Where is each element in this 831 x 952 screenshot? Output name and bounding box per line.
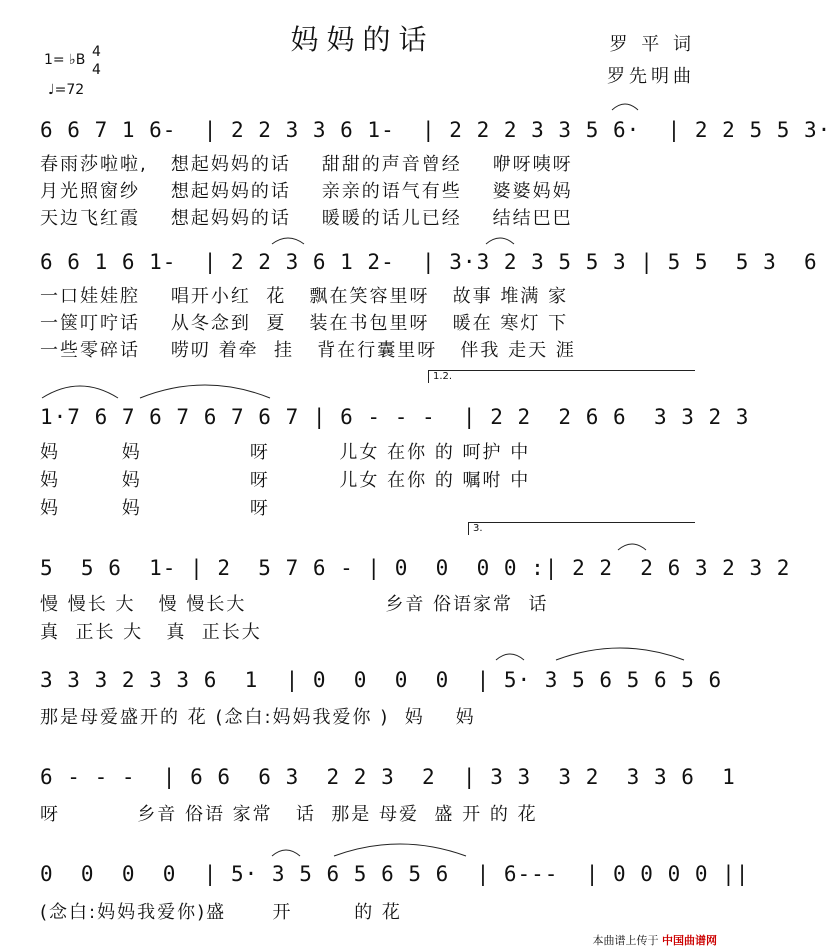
- notation-row-4: 5 5 6 1- | 2 5 7 6 - | 0 0 0 0 :| 2 2 2 6 3 2 3 2: [40, 556, 791, 580]
- lyric-row-2-verse-1: 一口娃娃腔 唱开小红 花 飘在笑容里呀 故事 堆满 家: [40, 286, 569, 307]
- notation-row-3: 1·7 6 7 6 7 6 7 6 7 | 6 - - - | 2 2 2 6 6 3 3 2 3: [40, 405, 750, 429]
- upload-footer: [593, 932, 718, 948]
- slur: [556, 648, 684, 660]
- lyric-row-4-verse-2: 真 正长 大 真 正长大: [40, 622, 262, 643]
- notation-row-2: 6 6 1 6 1- | 2 2 3 6 1 2- | 3·3 2 3 5 5 3 | 5 5 5 3 6: [40, 250, 818, 274]
- notation-row-1: 6 6 7 1 6- | 2 2 3 3 6 1- | 2 2 2 3 3 5 6· | 2 2 5 5 3·: [40, 118, 831, 142]
- lyric-row-2-verse-3: 一些零碎话 唠叨 着牵 挂 背在行囊里呀 伴我 走天 涯: [40, 340, 576, 361]
- notation-row-5: 3 3 3 2 3 3 6 1 | 0 0 0 0 | 5· 3 5 6 5 6 5 6: [40, 668, 723, 692]
- slur: [496, 654, 524, 660]
- slur: [42, 386, 118, 398]
- lyric-row-6: 呀 乡音 俗语 家常 话 那是 母爱 盛 开 的 花: [40, 804, 538, 825]
- key-signature: 1= ♭B: [44, 52, 86, 68]
- slur: [612, 104, 638, 110]
- composer-credit: 罗先明曲: [607, 66, 695, 87]
- footer-text: 本曲谱上传于: [592, 934, 659, 947]
- page-title: 妈妈的话: [290, 23, 435, 56]
- lyricist-credit: 罗 平 词: [609, 34, 695, 55]
- slur: [618, 544, 646, 550]
- lyric-row-7: (念白:妈妈我爱你)盛 开 的 花: [40, 902, 402, 923]
- tempo-marking: ♩=72: [48, 82, 85, 98]
- notation-row-7: 0 0 0 0 | 5· 3 5 6 5 6 5 6 | 6--- | 0 0 0 0 ||: [40, 862, 750, 886]
- slur: [334, 844, 466, 856]
- lyric-row-3-verse-2: 妈 妈 呀 儿女 在你 的 嘱咐 中: [40, 470, 531, 491]
- lyric-row-1-verse-1: 春雨莎啦啦, 想起妈妈的话 甜甜的声音曾经 咿呀咦呀: [40, 154, 573, 175]
- slur: [272, 850, 300, 856]
- lyric-row-4-verse-1: 慢 慢长 大 慢 慢长大 乡音 俗语家常 话: [40, 594, 549, 615]
- lyric-row-3-verse-3: 妈 妈 呀: [40, 498, 270, 519]
- slur: [486, 238, 514, 244]
- lyric-row-1-verse-3: 天边飞红霞 想起妈妈的话 暖暖的话儿已经 结结巴巴: [40, 208, 573, 229]
- site-logo[interactable]: 中国曲谱网: [662, 934, 717, 947]
- lyric-row-5: 那是母爱盛开的 花 (念白:妈妈我爱你 ) 妈 妈: [40, 707, 476, 728]
- lyric-row-3-verse-1: 妈 妈 呀 儿女 在你 的 呵护 中: [40, 442, 531, 463]
- time-signature-top: 4: [92, 44, 101, 60]
- time-signature-bottom: 4: [92, 62, 101, 78]
- lyric-row-1-verse-2: 月光照窗纱 想起妈妈的话 亲亲的语气有些 婆婆妈妈: [40, 181, 573, 202]
- volta-3: 3.: [468, 522, 695, 535]
- volta-1-2: 1.2.: [428, 370, 695, 383]
- notation-row-6: 6 - - - | 6 6 6 3 2 2 3 2 | 3 3 3 2 3 3 6 1: [40, 765, 736, 789]
- slur: [140, 385, 270, 398]
- lyric-row-2-verse-2: 一箧叮咛话 从冬念到 夏 装在书包里呀 暖在 寒灯 下: [40, 313, 569, 334]
- slur: [272, 238, 304, 244]
